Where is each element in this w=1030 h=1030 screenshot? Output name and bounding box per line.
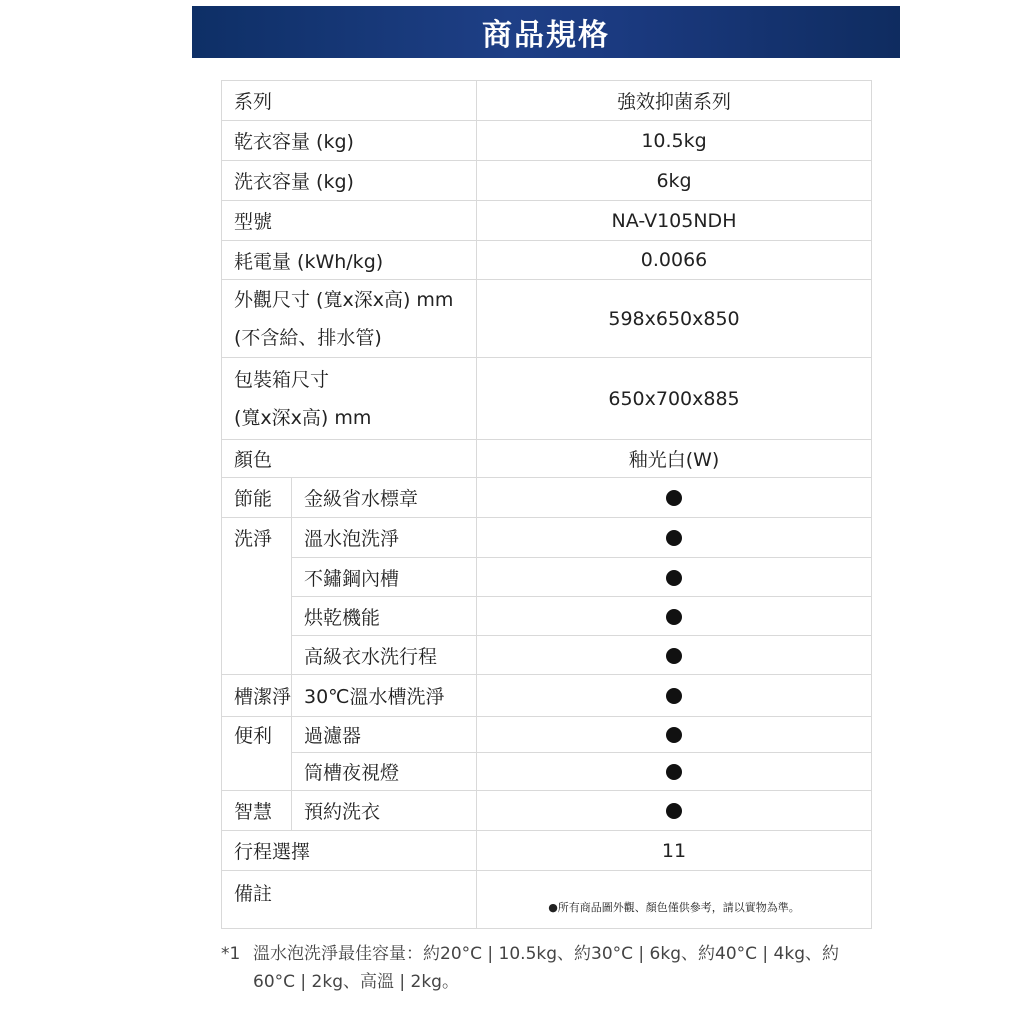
spec-value: NA-V105NDH: [477, 201, 872, 241]
spec-label: [222, 280, 477, 358]
spec-table: [221, 80, 872, 929]
feature-item: 過濾器: [292, 717, 477, 753]
spec-label: 行程選擇: [222, 831, 477, 871]
spec-label-line: 外觀尺寸 (寬x深x高) mm: [234, 288, 454, 311]
feature-check: [477, 675, 872, 717]
feature-check: [477, 753, 872, 791]
spec-value: 釉光白(W): [477, 440, 872, 478]
spec-value: 6kg: [477, 161, 872, 201]
feature-check: [477, 597, 872, 636]
footnote: [221, 940, 871, 996]
feature-category-blank: [222, 558, 292, 597]
remarks-text: ●所有商品圖外觀、顏色僅供參考，請以實物為準。: [548, 900, 800, 914]
table-row: [222, 636, 872, 675]
feature-category-blank: [222, 636, 292, 675]
table-row: [222, 597, 872, 636]
table-row: [222, 241, 872, 280]
spec-label: 耗電量 (kWh/kg): [222, 241, 477, 280]
bullet-dot-icon: [666, 609, 682, 625]
table-row: [222, 753, 872, 791]
table-row: [222, 558, 872, 597]
table-row: [222, 81, 872, 121]
feature-category: 便利: [222, 717, 292, 753]
feature-check: [477, 717, 872, 753]
feature-item: 筒槽夜視燈: [292, 753, 477, 791]
feature-item: 金級省水標章: [292, 478, 477, 518]
feature-category: 智慧: [222, 791, 292, 831]
spec-label-line: (寬x深x高) mm: [234, 406, 372, 429]
feature-item: 高級衣水洗行程: [292, 636, 477, 675]
feature-check: [477, 478, 872, 518]
spec-value: 0.0066: [477, 241, 872, 280]
spec-value: 650x700x885: [477, 358, 872, 440]
feature-item: 預約洗衣: [292, 791, 477, 831]
spec-label: 洗衣容量 (kg): [222, 161, 477, 201]
spec-value: 598x650x850: [477, 280, 872, 358]
table-row: [222, 871, 872, 929]
spec-label-line: 包裝箱尺寸: [234, 368, 330, 391]
table-row: [222, 478, 872, 518]
table-row: [222, 161, 872, 201]
feature-category: 槽潔淨: [222, 675, 292, 717]
bullet-dot-icon: [666, 803, 682, 819]
remarks-note: [477, 871, 872, 929]
table-row: [222, 831, 872, 871]
table-row: [222, 201, 872, 241]
table-row: [222, 121, 872, 161]
feature-item: 不鏽鋼內槽: [292, 558, 477, 597]
feature-category: 節能: [222, 478, 292, 518]
footnote-text: 溫水泡洗淨最佳容量：約20°C | 10.5kg、約30°C | 6kg、約40°C | 4kg、約60°C | 2kg、高溫 | 2kg。: [253, 944, 840, 992]
spec-label: 顏色: [222, 440, 477, 478]
feature-check: [477, 558, 872, 597]
spec-label-line: (不含給、排水管): [234, 326, 382, 349]
spec-value: 10.5kg: [477, 121, 872, 161]
bullet-dot-icon: [666, 764, 682, 780]
table-row: [222, 440, 872, 478]
table-row: [222, 717, 872, 753]
spec-label: 型號: [222, 201, 477, 241]
table-row: [222, 280, 872, 358]
spec-label: 乾衣容量 (kg): [222, 121, 477, 161]
bullet-dot-icon: [666, 688, 682, 704]
feature-item: 溫水泡洗淨: [292, 518, 477, 558]
feature-category: 洗淨: [222, 518, 292, 558]
spec-value: 強效抑菌系列: [477, 81, 872, 121]
feature-item: 30℃溫水槽洗淨: [292, 675, 477, 717]
feature-check: [477, 518, 872, 558]
table-row: [222, 518, 872, 558]
bullet-dot-icon: [666, 490, 682, 506]
table-row: [222, 358, 872, 440]
feature-category-blank: [222, 597, 292, 636]
bullet-dot-icon: [666, 530, 682, 546]
feature-check: [477, 791, 872, 831]
table-row: [222, 791, 872, 831]
feature-check: [477, 636, 872, 675]
page-title: 商品規格: [482, 18, 610, 53]
bullet-dot-icon: [666, 727, 682, 743]
bullet-dot-icon: [666, 648, 682, 664]
spec-label: 備註: [222, 871, 477, 929]
spec-label: [222, 358, 477, 440]
bullet-dot-icon: [666, 570, 682, 586]
feature-item: 烘乾機能: [292, 597, 477, 636]
table-row: [222, 675, 872, 717]
spec-label: 系列: [222, 81, 477, 121]
header-banner: [192, 6, 900, 58]
spec-value: 11: [477, 831, 872, 871]
feature-category-blank: [222, 753, 292, 791]
footnote-mark: *1: [221, 944, 241, 964]
